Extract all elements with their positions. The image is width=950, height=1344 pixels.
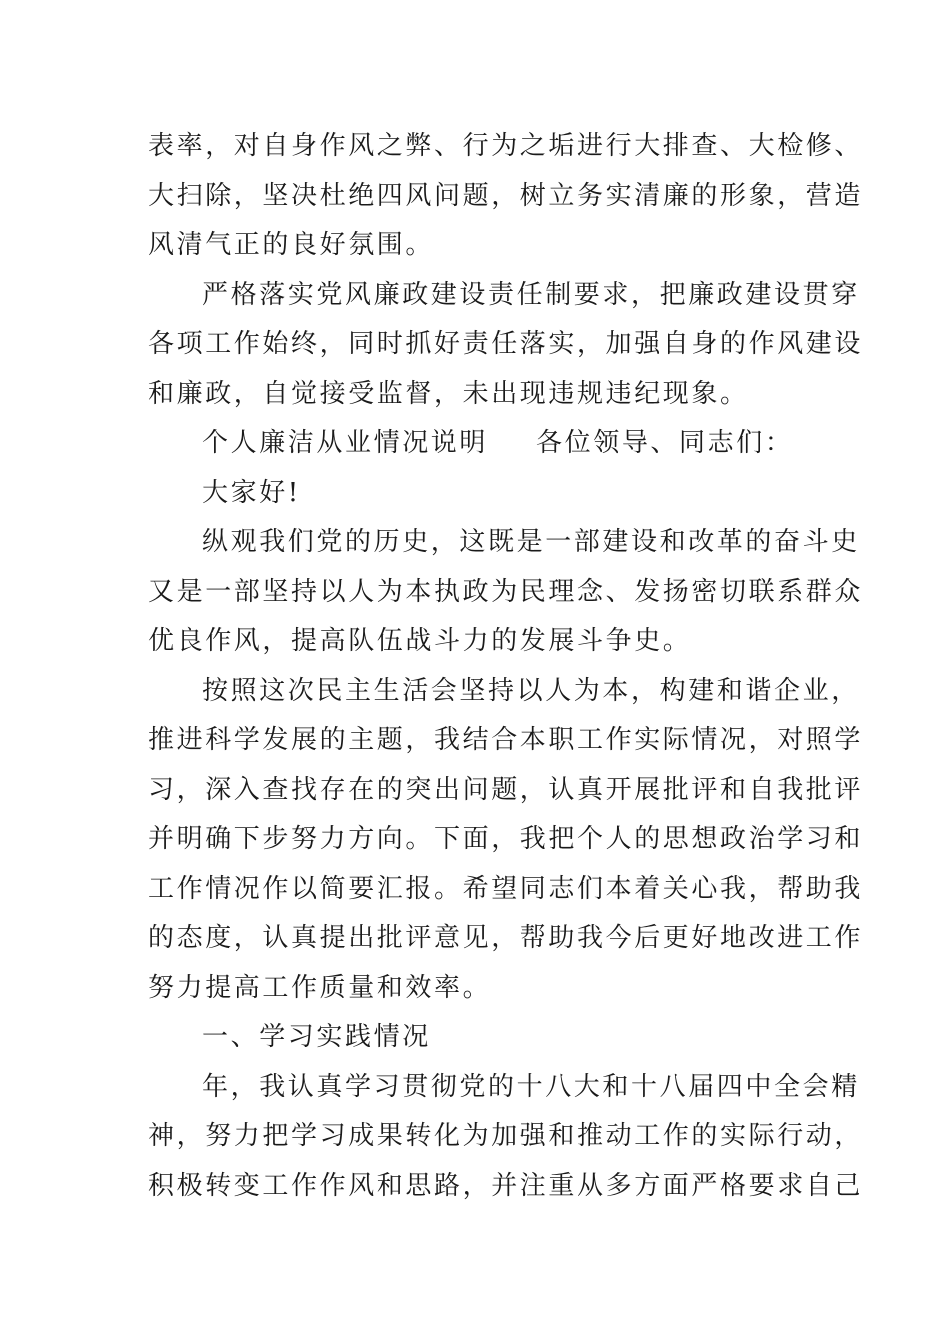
text-line: 表率，对自身作风之弊、行为之垢进行大排查、大检修、 <box>148 131 864 161</box>
text-line: 工作情况作以简要汇报。希望同志们本着关心我，帮助我 <box>148 873 864 904</box>
text-line: 习，深入查找存在的突出问题，认真开展批评和自我批评 <box>148 774 864 805</box>
text-line: 积极转变工作作风和思路，并注重从多方面严格要求自己 <box>148 1170 864 1201</box>
text-line: 又是一部坚持以人为本执政为民理念、发扬密切联系群众 <box>148 576 864 607</box>
text-line: 神，努力把学习成果转化为加强和推动工作的实际行动， <box>148 1121 864 1151</box>
section-title: 个人廉洁从业情况说明 <box>202 428 489 458</box>
text-line: 纵观我们党的历史，这既是一部建设和改革的奋斗史 <box>202 527 860 557</box>
text-line: 年，我认真学习贯彻党的十八大和十八届四中全会精 <box>202 1071 860 1102</box>
section-heading: 一、学习实践情况 <box>202 1022 431 1052</box>
text-line: 按照这次民主生活会坚持以人为本，构建和谐企业， <box>202 675 860 706</box>
text-line: 风清气正的良好氛围。 <box>148 230 435 260</box>
text-line: 严格落实党风廉政建设责任制要求，把廉政建设贯穿 <box>202 279 860 310</box>
text-line: 优良作风，提高队伍战斗力的发展斗争史。 <box>148 626 692 656</box>
text-line: 并明确下步努力方向。下面，我把个人的思想政治学习和 <box>148 824 864 854</box>
heading-line <box>148 419 808 469</box>
text-line: 的态度，认真提出批评意见，帮助我今后更好地改进工作 <box>148 923 864 953</box>
text-line: 推进科学发展的主题，我结合本职工作实际情况，对照学 <box>148 725 864 755</box>
text-line: 努力提高工作质量和效率。 <box>148 972 492 1003</box>
text-line: 各项工作始终，同时抓好责任落实，加强自身的作风建设 <box>148 329 864 359</box>
document-body <box>148 122 864 1211</box>
salutation: 各位领导、同志们： <box>536 428 794 458</box>
greeting-line: 大家好! <box>202 477 301 508</box>
text-line: 大扫除，坚决杜绝四风问题，树立务实清廉的形象，营造 <box>148 180 864 211</box>
text-line: 和廉政，自觉接受监督，未出现违规违纪现象。 <box>148 378 749 409</box>
